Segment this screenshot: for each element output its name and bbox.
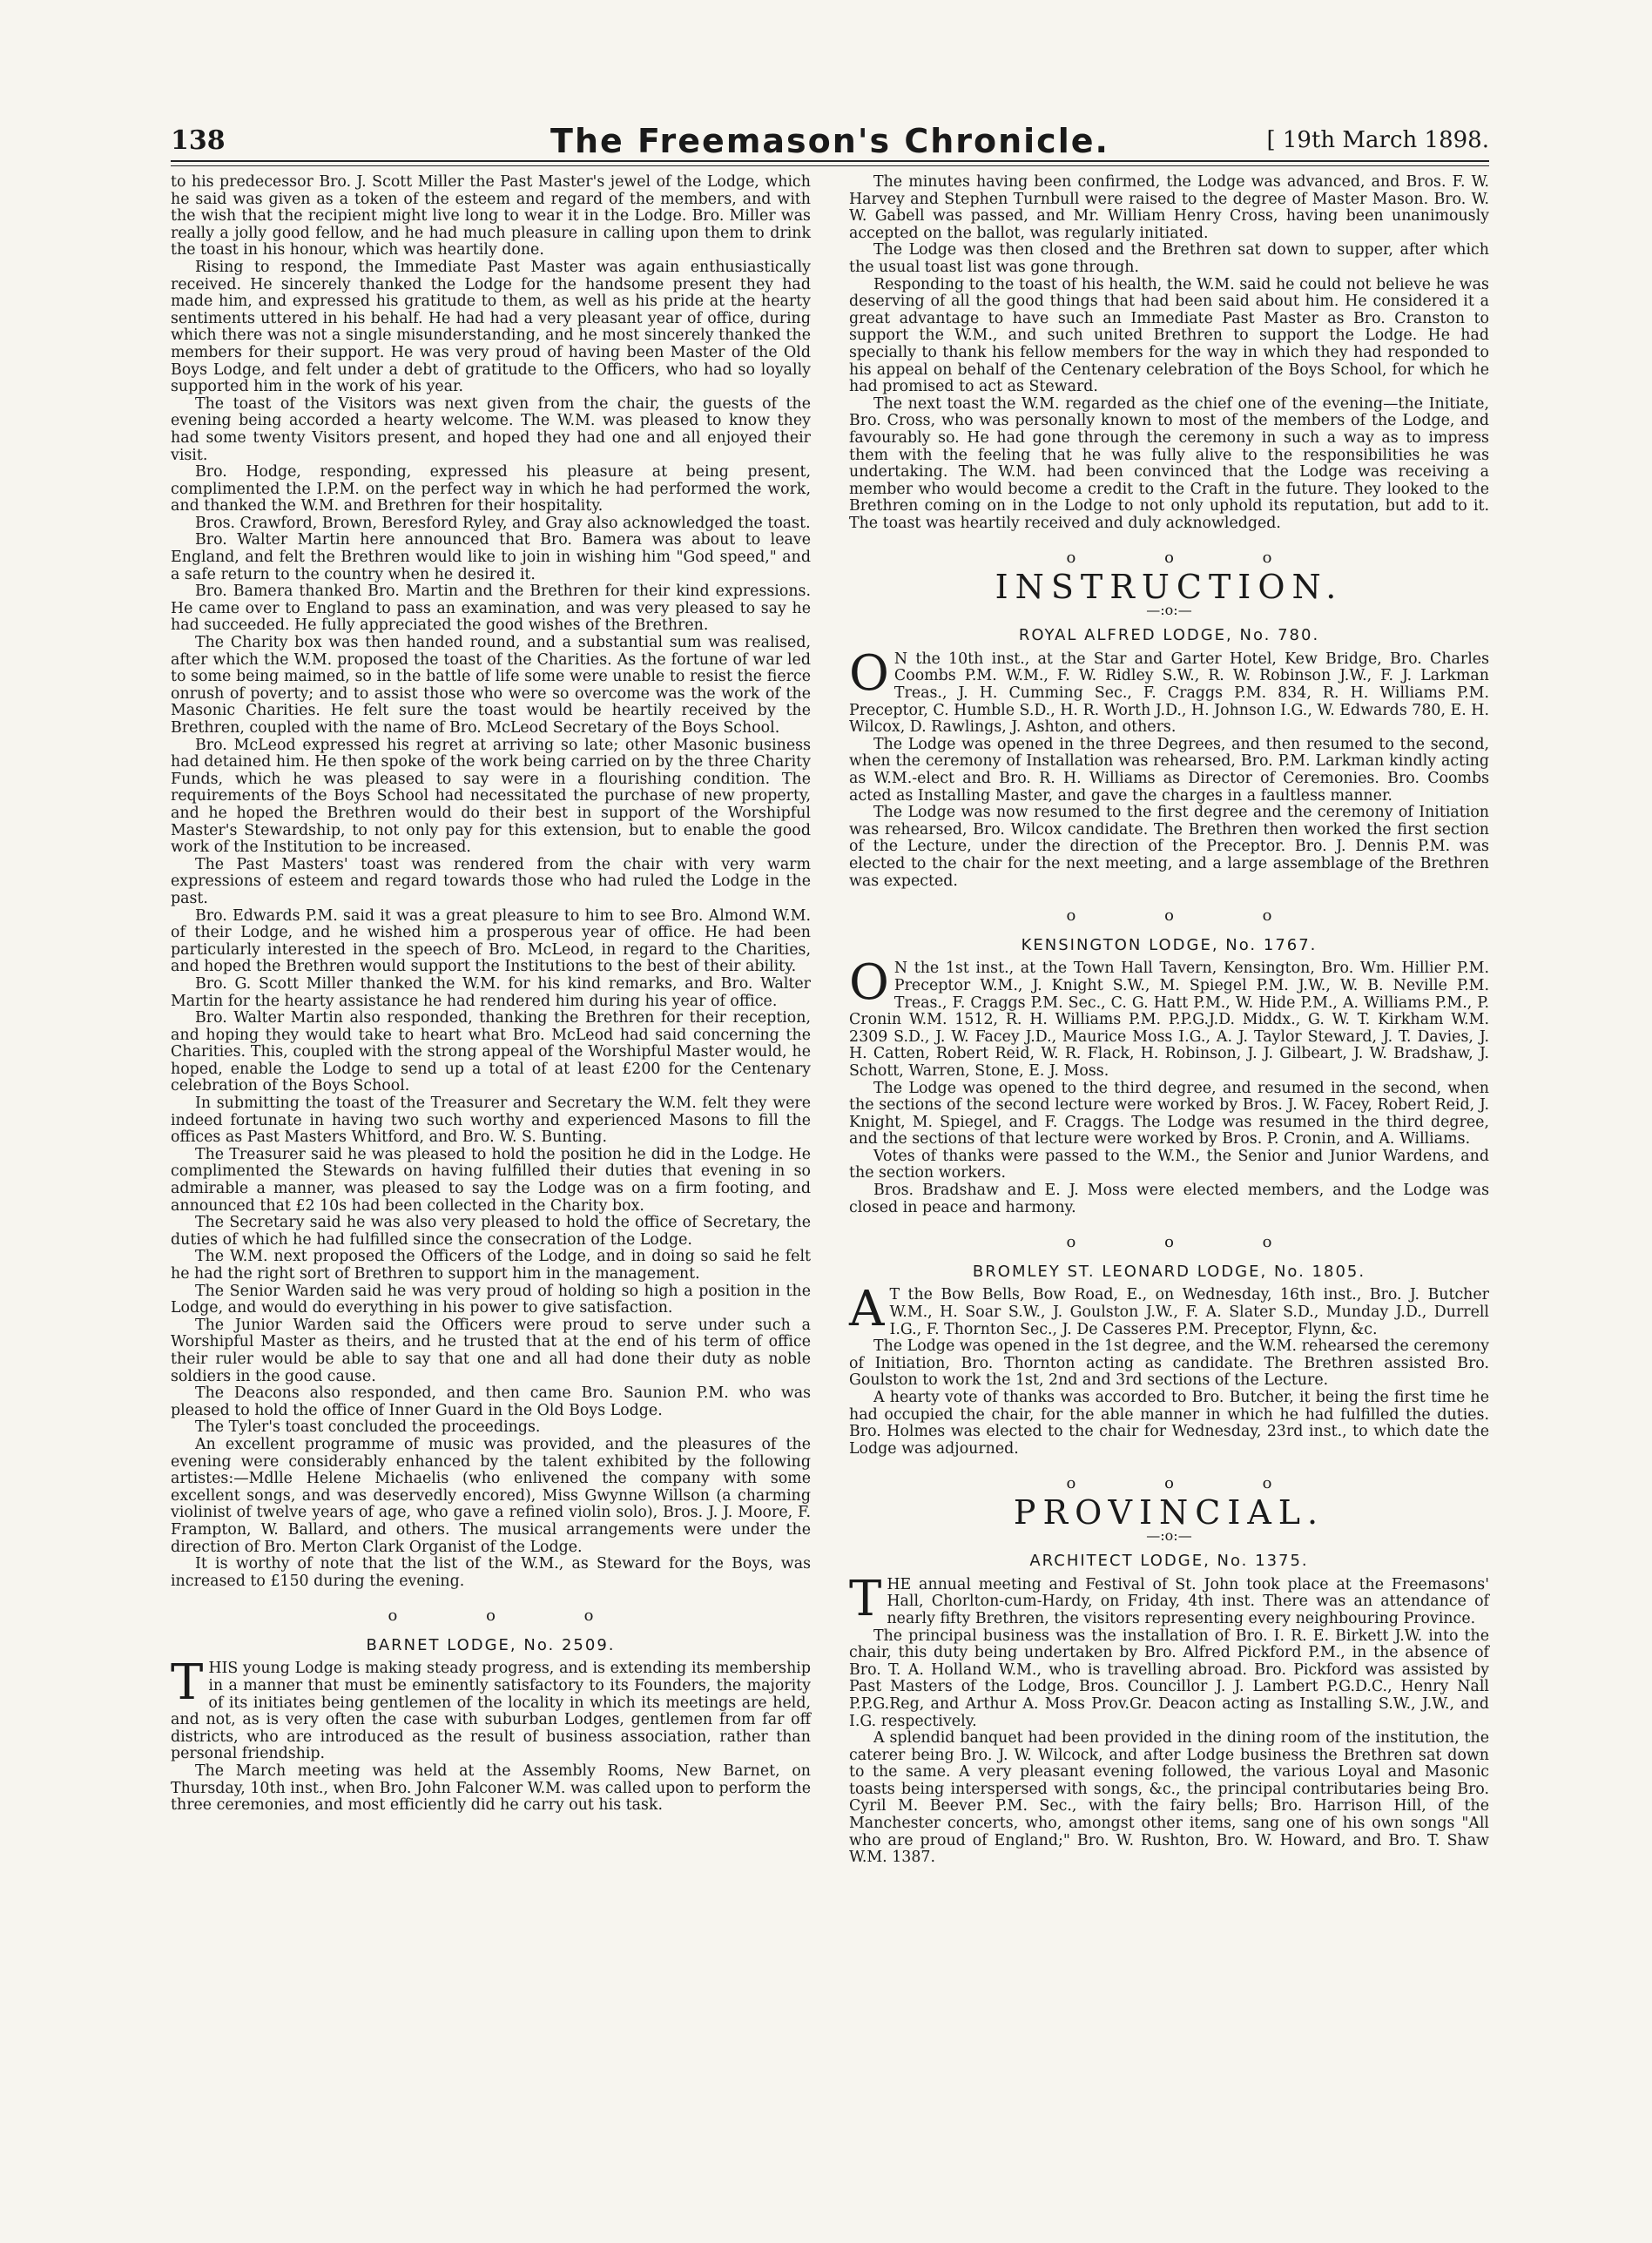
paragraph: A hearty vote of thanks was accorded to Bro. Butcher, it being the first time he had occupied the chair, for the able manner in which he had fulfilled the duties. Bro. Holmes was elected to the chair for Wednesday, 23rd inst., to which date the Lodge was adjourned.	[849, 1389, 1489, 1458]
paragraph: Bro. Edwards P.M. said it was a great pleasure to him to see Bro. Almond W.M. of their Lodge, and he wished him a prosperous year of office. He had been particularly interested in the speech of Bro. McLeod, in regard to the Charities, and hoped the Brethren would support the Institutions to the best of their ability.	[171, 906, 811, 976]
section-separator: o o o	[388, 1606, 636, 1626]
paragraph	[849, 1570, 1489, 1628]
section-separator: o o o	[1066, 1474, 1314, 1493]
paragraph: The Lodge was then closed and the Brethren sat down to supper, after which the usual toast list was gone through.	[849, 241, 1489, 276]
publication-title: The Freemason's Chronicle.	[550, 122, 1109, 160]
section-separator: o o o	[1066, 906, 1314, 926]
paragraph: The principal business was the installation of Bro. I. R. E. Birkett J.W. into the chair, this duty being undertaken by Bro. Alfred Pickford P.M., in the absence of Bro. T. A. Holland W.M., who is travelling abroad. Bro. Pickford was assisted by Past Masters of the Lodge, Bros. Councillor J. J. Lambert P.G.D.C., Henry Nall P.P.G.Reg, and Arthur A. Moss Prov.Gr. Deacon acting as Installing S.W., J.W., and I.G. respectively.	[849, 1627, 1489, 1730]
paragraph: In submitting the toast of the Treasurer and Secretary the W.M. felt they were indeed fortunate in having two such worthy and experienced Masons to fill the offices as Past Masters Whitford, and Bro. W. S. Bunting.	[171, 1095, 811, 1147]
paragraph: Bro. Walter Martin here announced that Bro. Bamera was about to leave England, and felt the Brethren would like to join in wishing him "God speed," and a safe return to the country when he desired it.	[171, 531, 811, 583]
paragraph	[849, 954, 1489, 1080]
paragraph: A splendid banquet had been provided in the dining room of the institution, the caterer being Bro. J. W. Wilcock, and after Lodge business the Brethren sat down to the same. A very pleasant evening followed, the various Loyal and Masonic toasts being interspersed with songs, &c., the principal contributaries being Bro. Cyril M. Beever P.M. Sec., with the fairy bells; Bro. Harrison Hill, of the Manchester concerts, who, amongst other items, sang one of his own songs "All who are proud of England;" Bro. W. Rushton, Bro. W. Howard, and Bro. T. Shaw W.M. 1387.	[849, 1729, 1489, 1867]
bromley-lodge-heading: BROMLEY ST. LEONARD LODGE, No. 1805.	[972, 1262, 1366, 1281]
section-separator: o o o	[1066, 549, 1314, 568]
paragraph: An excellent programme of music was provided, and the pleasures of the evening were considerably enhanced by the talent exhibited by the following artistes:—Mdlle Helene Michaelis (who enlivened the company with some excellent songs, and was deservedly encored), Miss Gwynne Willson (a charming violinist of twelve years of age, who gave a refined violin solo), Bros. J. J. Moore, F. Frampton, W. Ballard, and others. The musical arrangements were under the direction of Bro. Merton Clark Organist of the Lodge.	[171, 1435, 811, 1556]
left-column	[171, 174, 811, 1815]
paragraph: The Senior Warden said he was very proud of holding so high a position in the Lodge, and would do everything in his power to give satisfaction.	[171, 1282, 811, 1317]
paragraph: Bro. Hodge, responding, expressed his pleasure at being present, complimented the I.P.M. on the perfect way in which he had performed the work, and thanked the W.M. and Brethren for their hospitality.	[171, 463, 811, 515]
paragraph: The Lodge was opened to the third degree, and resumed in the second, when the sections of the second lecture were worked by Bros. J. W. Facey, Robert Reid, J. Knight, M. Spiegel, and F. Craggs. The Lodge was resumed in the third degree, and the sections of that lecture were worked by Bros. P. Cronin, and A. Williams.	[849, 1079, 1489, 1148]
paragraph: The toast of the Visitors was next given from the chair, the guests of the evening being accorded a hearty welcome. The W.M. was pleased to know they had some twenty Visitors present, and hoped they had one and all enjoyed their visit.	[171, 394, 811, 464]
paragraph	[849, 644, 1489, 737]
masthead-rule	[171, 160, 1489, 162]
paragraph: The March meeting was held at the Assembly Rooms, New Barnet, on Thursday, 10th inst., when Bro. John Falconer W.M. was called upon to perform the three ceremonies, and most efficiently did he carry out his task.	[171, 1762, 811, 1815]
paragraph	[171, 1654, 811, 1763]
paragraph: The Treasurer said he was pleased to hold the position he did in the Lodge. He complimented the Stewards on having fulfilled their duties that evening in so admirable a manner, was pleased to say the Lodge was on a firm footing, and announced that £2 10s had been collected in the Charity box.	[171, 1145, 811, 1215]
masthead-rule-thin	[171, 165, 1489, 166]
paragraph: Bros. Bradshaw and E. J. Moss were elected members, and the Lodge was closed in peace and harmony.	[849, 1182, 1489, 1216]
paragraph: The Deacons also responded, and then came Bro. Saunion P.M. who was pleased to hold the office of Inner Guard in the Old Boys Lodge.	[171, 1384, 811, 1419]
drop-cap: T	[171, 1654, 204, 1712]
barnet-lodge-heading: BARNET LODGE, No. 2509.	[366, 1635, 616, 1654]
paragraph: The Tyler's toast concluded the proceedings.	[195, 1418, 541, 1437]
paragraph: Bro. Bamera thanked Bro. Martin and the Brethren for their kind expressions. He came over to England to pass an examination, and was very pleased to say he had succeeded. He fully appreciated the good wishes of the Brethren.	[171, 583, 811, 635]
drop-cap: O	[849, 954, 889, 1012]
paragraph: The Lodge was opened in the 1st degree, and the W.M. rehearsed the ceremony of Initiation, Bro. Thornton acting as candidate. The Brethren assisted Bro. Goulston to work the 1st, 2nd and 3rd sections of the Lecture.	[849, 1337, 1489, 1390]
drop-cap: O	[849, 644, 889, 702]
paragraph: The Lodge was opened in the three Degrees, and then resumed to the second, when the ceremony of Installation was rehearsed, Bro. P.M. Larkman kindly acting as W.M.-elect and Bro. R. H. Williams as Director of Ceremonies. Bro. Coombs acted as Installing Master, and gave the charges in a faultless manner.	[849, 735, 1489, 805]
paragraph: The next toast the W.M. regarded as the chief one of the evening—the Initiate, Bro. Cross, who was personally known to most of the members of the Lodge, and favourably so. He had gone through the ceremony in such a way as to impress them with the feeling that he was fully alive to the responsibilities he was undertaking. The W.M. had been convinced that the Lodge was receiving a member who would become a credit to the Craft in the future. They looked to the Brethren coming on in the Lodge to not only uphold its reputation, but add to it. The toast was heartily received and duly acknowledged.	[849, 394, 1489, 532]
drop-cap: T	[849, 1570, 882, 1627]
paragraph: The Charity box was then handed round, and a substantial sum was realised, after which the W.M. proposed the toast of the Charities. As the fortune of war led to some being maimed, so in the battle of life some were unable to resist the fierce onrush of poverty; and to assist those who were so overcome was the work of the Masonic Charities. He felt sure the toast would be heartily received by the Brethren, coupled with the name of Bro. McLeod Secretary of the Boys School.	[171, 634, 811, 737]
paragraph: Bro. G. Scott Miller thanked the W.M. for his kind remarks, and Bro. Walter Martin for the hearty assistance he had rendered him during his year of office.	[171, 974, 811, 1010]
paragraph: Rising to respond, the Immediate Past Master was again enthusiastically received. He sincerely thanked the Lodge for the handsome present they had made him, and expressed his gratitude to them, as well as his pride at the hearty sentiments uttered in his behalf. He had had a very pleasant year of office, during which there was not a single misunderstanding, and he most sincerely thanked the members for their support. He was very proud of having been Master of the Old Boys Lodge, and felt under a debt of gratitude to the Officers, who had so loyally supported him in the work of his year.	[171, 258, 811, 396]
page-number: 138	[171, 125, 226, 156]
paragraph-text: T the Bow Bells, Bow Road, E., on Wednesday, 16th inst., Bro. J. Butcher W.M., H. Soar S.W., J. Goulston J.W., F. A. Slater S.D., Munday J.D., Durrell I.G., F. Thornton Sec., J. De Casseres P.M. Preceptor, Flynn, &c.	[889, 1286, 1489, 1338]
section-separator: o o o	[1066, 1233, 1314, 1252]
paragraph-text: HIS young Lodge is making steady progress, and is extending its membership in a manner that must be eminently satisfactory to its Founders, the majority of its initiates being gentlemen of the locality in which its meetings are held, and not, as is very often the case with suburban Lodges, gentlemen from far off districts, who are introduced as the result of business association, rather than personal friendship.	[171, 1660, 811, 1763]
kensington-lodge-heading: KENSINGTON LODGE, No. 1767.	[1021, 935, 1318, 954]
paragraph-text: N the 1st inst., at the Town Hall Tavern, Kensington, Bro. Wm. Hillier P.M. Preceptor W.M., J. Knight S.W., M. Spiegel P.M. J.W., W. B. Neville P.M. Treas., F. Craggs P.M. Sec., C. G. Hatt P.M., W. Hide P.M., A. Williams P.M., P. Cronin W.M. 1512, R. H. Williams P.M. P.P.G.J.D. Middx., G. W. T. Kirkham W.M. 2309 S.D., J. W. Facey J.D., Maurice Moss I.G., A. J. Taylor Steward, J. T. Davies, J. H. Catten, Robert Reid, W. R. Flack, H. Robinson, J. J. Gilbeart, J. W. Bradshaw, J. Schott, Warren, Stone, E. J. Moss.	[849, 960, 1489, 1080]
paragraph: It is worthy of note that the list of the W.M., as Steward for the Boys, was increased to £150 during the evening.	[171, 1555, 811, 1590]
architect-lodge-heading: ARCHITECT LODGE, No. 1375.	[1029, 1552, 1309, 1571]
drop-cap: A	[849, 1281, 885, 1338]
paragraph: The minutes having been confirmed, the Lodge was advanced, and Bros. F. W. Harvey and Stephen Turnbull were raised to the degree of Master Mason. Bro. W. W. Gabell was passed, and Mr. William Henry Cross, having been unanimously accepted on the ballot, was regularly initiated.	[849, 173, 1489, 242]
paragraph: Votes of thanks were passed to the W.M., the Senior and Junior Wardens, and the section workers.	[849, 1147, 1489, 1182]
paragraph: Responding to the toast of his health, the W.M. said he could not believe he was deserving of all the good things that had been said about him. He considered it a great advantage to have such an Immediate Past Master as Bro. Cranston to support the W.M., and such united Brethren to support the Lodge. He had specially to thank his fellow members for the way in which they had responded to his appeal on behalf of the Centenary celebration of the Boys School, for which he had promised to act as Steward.	[849, 275, 1489, 396]
paragraph: The Secretary said he was also very pleased to hold the office of Secretary, the duties of which he had fulfilled since the consecration of the Lodge.	[171, 1214, 811, 1249]
right-column	[849, 174, 1489, 1867]
issue-date: [ 19th March 1898.	[1266, 127, 1489, 153]
paragraph	[849, 1281, 1489, 1338]
paragraph-text: N the 10th inst., at the Star and Garter Hotel, Kew Bridge, Bro. Charles Coombs P.M. W.M., F. W. Ridley S.W., R. W. Robinson J.W., F. J. Larkman Treas., J. H. Cumming Sec., F. Craggs P.M. 834, R. H. Williams P.M. Preceptor, C. Humble S.D., H. R. Worth J.D., H. Johnson I.G., W. Edwards 780, E. H. Wilcox, D. Rawlings, J. Ashton, and others.	[849, 650, 1489, 737]
paragraph: The Past Masters' toast was rendered from the chair with very warm expressions of esteem and regard towards those who had ruled the Lodge in the past.	[171, 855, 811, 907]
paragraph-text: HE annual meeting and Festival of St. John took place at the Freemasons' Hall, Chorlton-cum-Hardy, on Friday, 4th inst. There was an attendance of nearly fifty Brethren, the visitors representing every neighbouring Province.	[887, 1575, 1489, 1627]
masthead	[171, 120, 1489, 172]
paragraph: to his predecessor Bro. J. Scott Miller the Past Master's jewel of the Lodge, which he said was given as a token of the esteem and regard of the members, and with the wish that the recipient might live long to wear it in the Lodge. Bro. Miller was really a jolly good fellow, and he had much pleasure in calling upon them to drink the toast in his honour, which was heartily done.	[171, 173, 811, 259]
paragraph: Bro. Walter Martin also responded, thanking the Brethren for their reception, and hoping they would take to heart what Bro. McLeod had said concerning the Charities. This, coupled with the strong appeal of the Worshipful Master would, he hoped, enable the Lodge to send up a total of at least £200 for the Centenary celebration of the Boys School.	[171, 1009, 811, 1095]
instruction-heading: INSTRUCTION.	[995, 568, 1344, 607]
paragraph: The Lodge was now resumed to the first degree and the ceremony of Initiation was rehearsed, Bro. Wilcox candidate. The Brethren then worked the first section of the Lecture, under the direction of the Preceptor. Bro. J. Dennis P.M. was elected to the chair for the next meeting, and a large assemblage of the Brethren was expected.	[849, 804, 1489, 890]
section-divider: —:o:—	[1146, 1526, 1192, 1544]
paragraph: The W.M. next proposed the Officers of the Lodge, and in doing so said he felt he had the right sort of Brethren to support him in the management.	[171, 1248, 811, 1283]
provincial-heading: PROVINCIAL.	[1013, 1492, 1325, 1532]
paragraph: Bro. McLeod expressed his regret at arriving so late; other Masonic business had detained him. He then spoke of the work being carried on by the three Charity Funds, which he was pleased to say were in a flourishing condition. The requirements of the Boys School had necessitated the purchase of new property, and he hoped the Brethren would do their best in support of the Worshipful Master's Stewardship, to not only pay for this extension, but to enable the good work of the Institution to be increased.	[171, 736, 811, 857]
paragraph: Bros. Crawford, Brown, Beresford Ryley, and Gray also acknowledged the toast.	[195, 514, 811, 532]
section-divider: —:o:—	[1146, 601, 1192, 618]
royal-alfred-lodge-heading: ROYAL ALFRED LODGE, No. 780.	[1018, 626, 1320, 645]
paragraph: The Junior Warden said the Officers were proud to serve under such a Worshipful Master as theirs, and he trusted that at the end of his term of office their ruler would be able to say that one and all had done their duty as noble soldiers in the good cause.	[171, 1316, 811, 1385]
